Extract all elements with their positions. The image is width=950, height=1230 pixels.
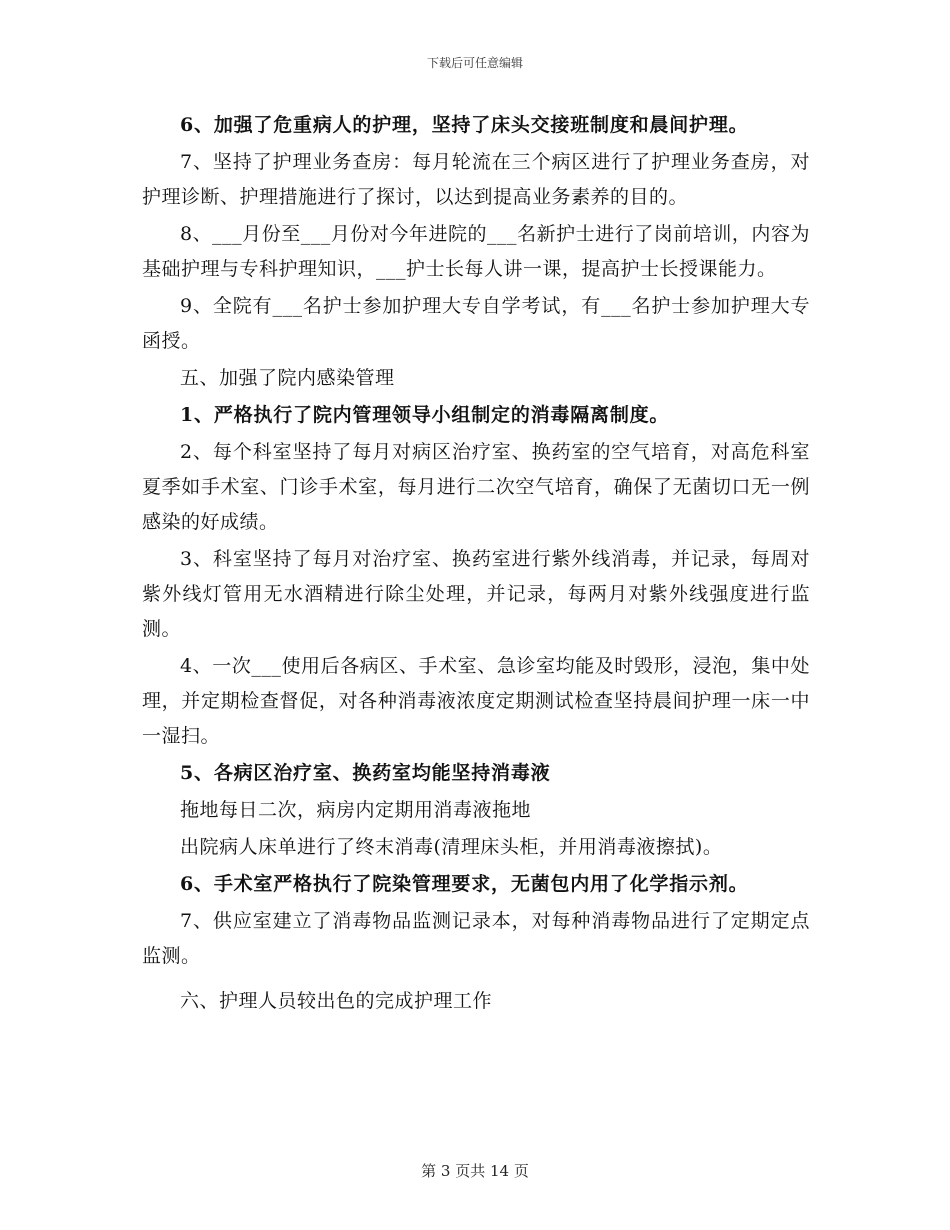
document-body (142, 108, 810, 1021)
item-7-supply: 7、供应室建立了消毒物品监测记录本，对每种消毒物品进行了定期定点监测。 (142, 910, 810, 967)
item-2-air-culture: 2、每个科室坚持了每月对病区治疗室、换药室的空气培育，对高危科室夏季如手术室、门诊手术室，每月进行二次空气培育，确保了无菌切口无一例感染的好成绩。 (142, 441, 810, 533)
section-6-heading: 六、护理人员较出色的完成护理工作 (180, 990, 493, 1012)
section-5-heading: 五、加强了院内感染管理 (180, 367, 395, 389)
item-9-exams: 9、全院有___名护士参加护理大专自学考试，有___名护士参加护理大专函授。 (142, 295, 810, 352)
item-6-critical-care: 6、加强了危重病人的护理，坚持了床头交接班制度和晨间护理。 (180, 114, 749, 136)
item-8-training: 8、___月份至___月份对今年进院的___名新护士进行了岗前培训，内容为基础护理与专科护理知识，___护士长每人讲一课，提高护士长授课能力。 (142, 223, 810, 280)
item-7-rounds: 7、坚持了护理业务查房：每月轮流在三个病区进行了护理业务查房，对护理诊断、护理措施进行了探讨，以达到提高业务素养的目的。 (142, 151, 810, 208)
item-3-uv: 3、科室坚持了每月对治疗室、换药室进行紫外线消毒，并记录，每周对紫外线灯管用无水酒精进行除尘处理，并记录，每两月对紫外线强度进行监测。 (142, 548, 810, 640)
item-6-surgery: 6、手术室严格执行了院染管理要求，无菌包内用了化学指示剂。 (180, 873, 749, 895)
mopping-line: 拖地每日二次，病房内定期用消毒液拖地 (180, 799, 532, 821)
item-1-disinfection: 1、严格执行了院内管理领导小组制定的消毒隔离制度。 (180, 404, 670, 426)
item-4-disposal: 4、一次___使用后各病区、手术室、急诊室均能及时毁形，浸泡，集中处理，并定期检查督促，对各种消毒液浓度定期测试检查坚持晨间护理一床一中一湿扫。 (142, 655, 810, 747)
page-footer: 第 3 页共 14 页 (421, 1162, 529, 1180)
discharge-line: 出院病人床单进行了终末消毒(清理床头柜，并用消毒液擦拭)。 (180, 836, 723, 858)
item-5-disinfectant: 5、各病区治疗室、换药室均能坚持消毒液 (180, 762, 551, 784)
page-header: 下载后可任意编辑 (426, 56, 523, 70)
